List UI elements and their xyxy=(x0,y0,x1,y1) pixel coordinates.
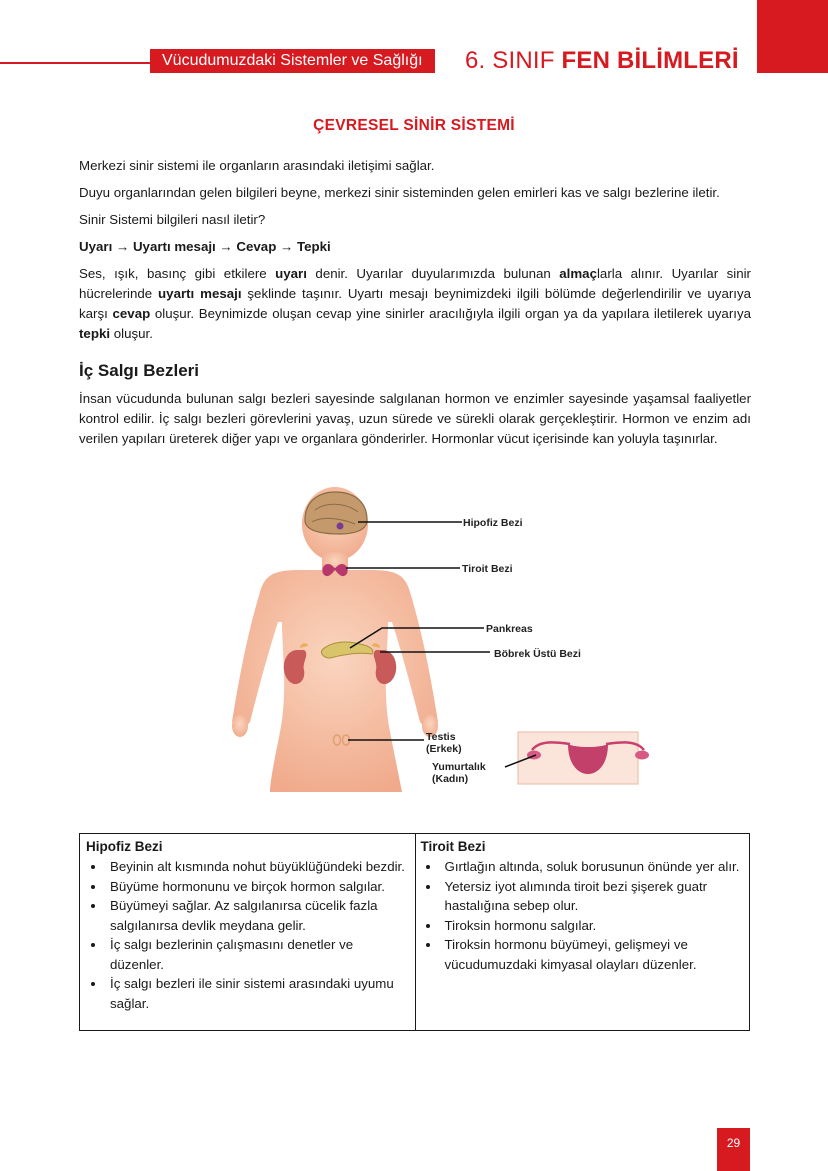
subject-label: FEN BİLİMLERİ xyxy=(561,47,739,74)
text-run: oluşur. xyxy=(110,326,153,341)
list-item: • Büyümeyi sağlar. Az salgılanırsa cücelik fazla salgılanırsa devlik meydana gelir. xyxy=(106,896,409,935)
hipofiz-column xyxy=(80,834,415,1030)
text-run: larla alınır. Uyarılar sinir hücrelerinde xyxy=(79,266,751,301)
endocrine-glands-figure xyxy=(170,482,670,792)
question-line: Sinir Sistemi bilgileri nasıl iletir? xyxy=(79,212,266,227)
list-item: • Tiroksin hormonu salgılar. xyxy=(441,916,744,936)
text-run: şeklinde taşınır. Uyartı mesajı beynimizdeki ilgili bölümde değerlendirilir ve uyarıya karşı xyxy=(79,286,752,321)
list-item: • Tiroksin hormonu büyümeyi, gelişmeyi ve vücudumuzdaki kimyasal olayları düzenler. xyxy=(441,935,744,974)
intro-line-2: Duyu organlarından gelen bilgileri beyne, merkezi sinir sisteminden gelen emirleri kas ve salgı bezlerine iletir. xyxy=(79,185,720,200)
term-uyarti-mesaji: uyartı mesajı xyxy=(158,286,242,301)
text-run: Ses, ışık, basınç gibi etkilere xyxy=(79,266,276,281)
intro-line-1: Merkezi sinir sistemi ile organların arasındaki iletişimi sağlar. xyxy=(79,158,435,173)
brain-shape xyxy=(305,492,367,534)
page-number: 29 xyxy=(717,1128,750,1171)
stimulus-paragraph xyxy=(79,264,751,344)
page-title: ÇEVRESEL SİNİR SİSTEMİ xyxy=(313,117,515,134)
header-rule xyxy=(0,62,150,64)
label-testis: Testis xyxy=(426,731,456,743)
body-illustration xyxy=(170,482,670,792)
kidney-right xyxy=(374,650,397,684)
list-item: • İç salgı bezlerinin çalışmasını denetler ve düzenler. xyxy=(106,935,409,974)
label-bobrek-ustu: Böbrek Üstü Bezi xyxy=(494,648,581,660)
pituitary-gland xyxy=(337,523,344,530)
label-testis-sub: (Erkek) xyxy=(426,743,462,755)
grade-label: 6. SINIF xyxy=(465,47,555,74)
term-cevap: cevap xyxy=(112,306,151,321)
list-item: • İç salgı bezleri ile sinir sistemi arasındaki uyumu sağlar. xyxy=(106,974,409,1013)
tiroit-column xyxy=(415,834,750,1030)
label-pankreas: Pankreas xyxy=(486,623,533,635)
list-item: • Beyinin alt kısmında nohut büyüklüğündeki bezdir. xyxy=(106,857,409,877)
header-course-title xyxy=(465,46,739,76)
label-yumurtalik: Yumurtalık xyxy=(432,761,486,773)
endocrine-paragraph: İnsan vücudunda bulunan salgı bezleri sayesinde salgılanan hormon ve enzimler sayesinde yaşamsal faaliyetler kontrol edilir. İç salgı bezleri görevlerini yavaş, uzun sürede ve sürekli olarak gerçekleştirir. Hormon ve enzim adı verilen yapıları üreterek diğer yapı ve organlara gönderirler. Hormonlar vücut içerisinde kan yoluyla taşınırlar. xyxy=(79,391,751,446)
term-uyari: uyarı xyxy=(275,266,307,281)
tiroit-list xyxy=(421,857,744,974)
tiroit-title: Tiroit Bezi xyxy=(420,839,486,854)
text-run: denir. Uyarılar duyularımızda bulunan xyxy=(306,266,560,281)
term-tepki: tepki xyxy=(79,326,111,341)
hipofiz-list xyxy=(86,857,409,1013)
list-item: • Yetersiz iyot alımında tiroit bezi şişerek guatr hastalığına sebep olur. xyxy=(441,877,744,916)
list-item: • Büyüme hormonunu ve birçok hormon salgılar. xyxy=(106,877,409,897)
list-item: • Gırtlağın altında, soluk borusunun önünde yer alır. xyxy=(441,857,744,877)
hipofiz-title: Hipofiz Bezi xyxy=(86,839,163,854)
label-tiroit: Tiroit Bezi xyxy=(462,563,513,575)
glands-table xyxy=(79,833,750,1031)
label-yumurtalik-sub: (Kadın) xyxy=(432,773,469,785)
header-corner-block xyxy=(757,0,828,73)
header-section-label: Vücudumuzdaki Sistemler ve Sağlığı xyxy=(150,49,435,73)
section-heading: İç Salgı Bezleri xyxy=(79,361,199,380)
flow-line: Uyarı → Uyartı mesajı → Cevap → Tepki xyxy=(79,239,331,254)
term-almac: almaç xyxy=(559,266,597,281)
label-hipofiz: Hipofiz Bezi xyxy=(463,517,523,529)
text-run: oluşur. Beynimizde oluşan cevap yine sinirler aracılığıyla ilgili organ ya da yapılara iletilerek uyarıya xyxy=(150,306,751,321)
